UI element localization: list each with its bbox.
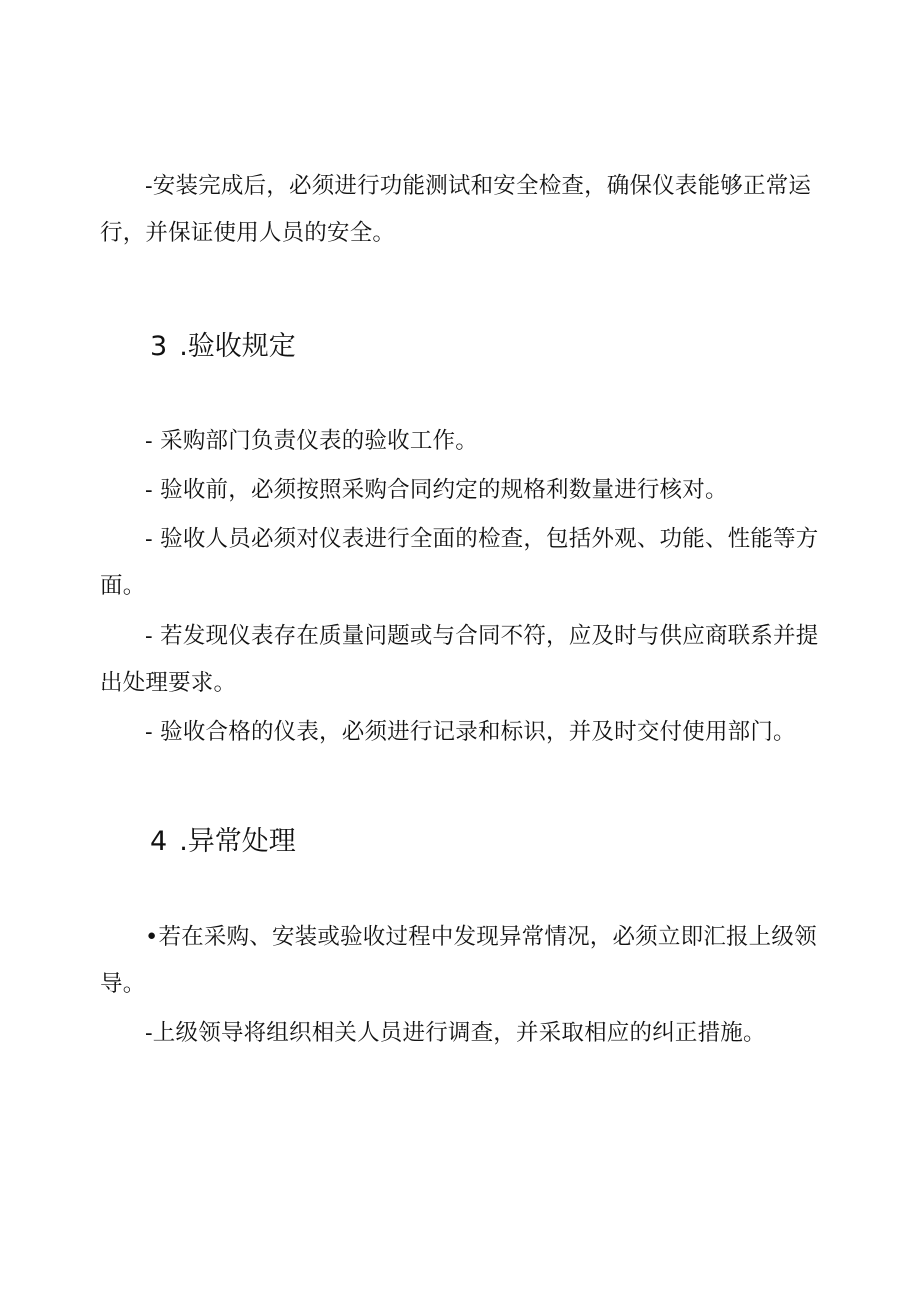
section-4-heading [150,822,296,862]
section-3-item: - 验收人员必须对仪表进行全面的检查，包括外观、功能、性能等方面。 [100,526,819,599]
section-3-number: 3 [150,331,168,362]
section-3-item: - 采购部门负责仪表的验收工作。 [145,428,478,454]
section-4-number: 4 [150,826,168,857]
section-3-item: - 验收前，必须按照采购合同约定的规格利数量进行核对。 [145,477,728,503]
intro-paragraph: -安装完成后，必须进行功能测试和安全检查，确保仪表能够正常运行，并保证使用人员的安全。 [100,173,812,246]
section-4-item: •若在采购、安装或验收过程中发现异常情况，必须立即汇报上级领导。 [100,924,817,997]
section-3-item: - 验收合格的仪表，必须进行记录和标识，并及时交付使用部门。 [145,719,796,745]
section-4-item: -上级领导将组织相关人员进行调查，并采取相应的纠正措施。 [145,1020,766,1046]
section-3-title: .验收规定 [179,331,296,362]
section-3-heading [150,327,296,367]
section-3-item: - 若发现仪表存在质量问题或与合同不符，应及时与供应商联系并提出处理要求。 [100,623,819,696]
section-4-title: .异常处理 [179,826,296,857]
